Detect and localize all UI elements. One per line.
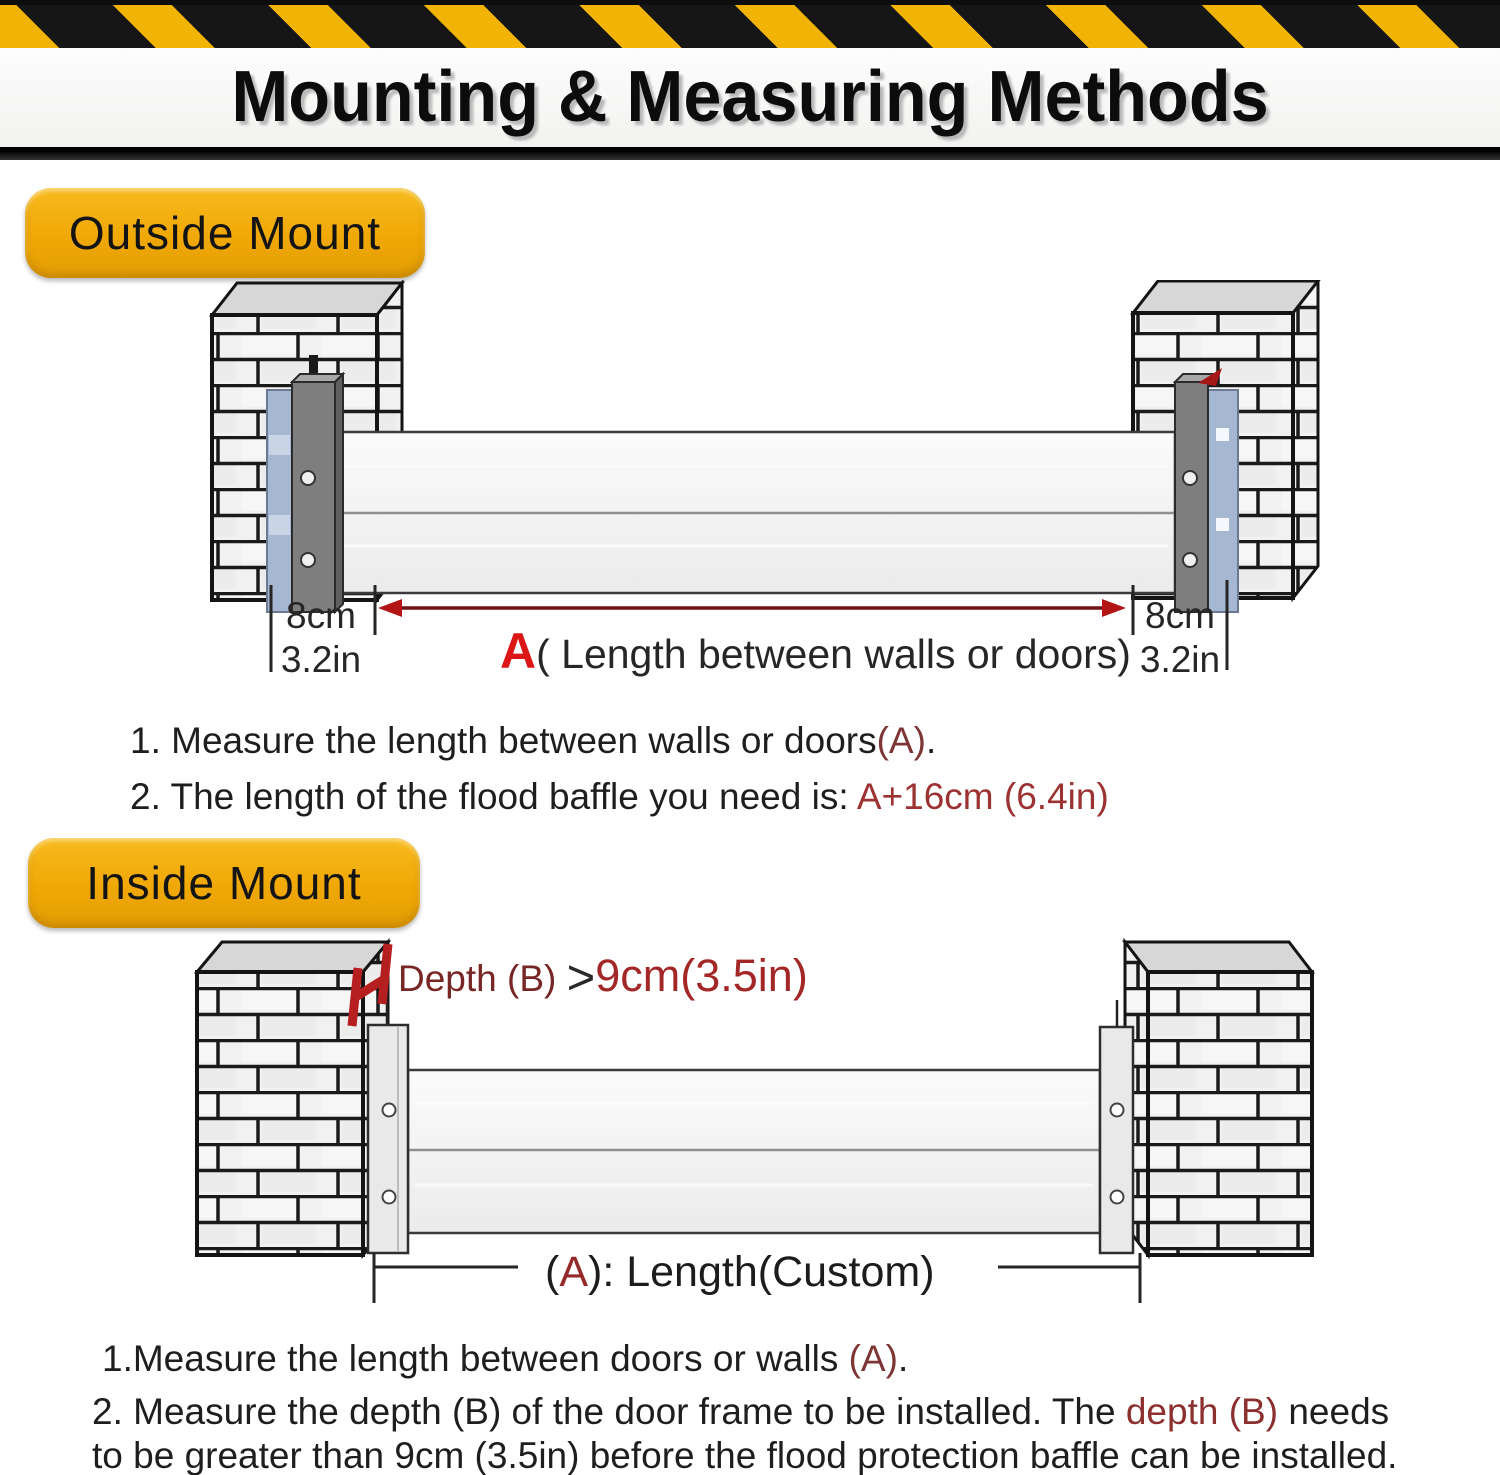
gasket-strip <box>1208 390 1238 612</box>
span-letter: A <box>559 1248 589 1296</box>
inside-right-pillar <box>1125 942 1312 1255</box>
inside-mount-badge-label: Inside Mount <box>86 857 362 909</box>
inside-mount-badge <box>28 838 420 928</box>
span-a-caption <box>500 622 1131 680</box>
inside-step-2: 2. Measure the depth (B) of the door frame to be installed. The depth (B) needs to be greater than 9cm (3.5in) before the flood protection baffle can be installed. <box>92 1391 1398 1475</box>
screw-hole <box>1111 1104 1124 1117</box>
outside-mount-badge-label: Outside Mount <box>68 207 382 259</box>
inside-flood-barrier-panel <box>408 1070 1100 1233</box>
page-title: Mounting & Measuring Methods <box>231 57 1269 137</box>
caution-stripe-banner <box>0 0 1500 48</box>
screw-hole <box>301 471 315 485</box>
outside-right-bracket <box>1175 368 1238 612</box>
screw-hole <box>1111 1191 1124 1204</box>
right-offset-in-label: 3.2in <box>1139 639 1221 680</box>
screw-hole <box>1183 471 1197 485</box>
gasket-strip <box>267 390 292 612</box>
header-divider-bar <box>0 147 1500 160</box>
outside-left-bracket <box>267 355 343 612</box>
left-offset-in-label: 3.2in <box>280 639 362 680</box>
depth-annotation <box>398 950 808 1006</box>
inside-right-bracket <box>1100 1000 1133 1253</box>
span-arrow <box>378 599 1126 617</box>
depth-label: Depth (B) <box>398 958 567 999</box>
inside-step-1: 1.Measure the length between doors or walls (A). <box>102 1338 909 1379</box>
screw-hole <box>383 1191 396 1204</box>
top-black-strip <box>0 0 1500 5</box>
left-offset-cm-label: 8cm <box>286 595 356 636</box>
span-a-letter: A <box>500 623 537 679</box>
outside-flood-barrier-panel <box>333 432 1175 593</box>
span-a-text: ( Length between walls or doors) <box>536 631 1131 677</box>
outside-mount-badge <box>25 188 425 278</box>
depth-value: 9cm(3.5in) <box>595 950 808 1001</box>
screw-hole <box>383 1104 396 1117</box>
right-offset-cm-label: 8cm <box>1145 595 1215 636</box>
inside-span-label: (A): Length(Custom) <box>545 1248 935 1296</box>
outside-step-2: 2. The length of the flood baffle you need is: A+16cm (6.4in) <box>130 776 1109 817</box>
greater-than-sign: > <box>566 951 596 1005</box>
screw-hole <box>301 553 315 567</box>
screw-hole <box>1183 553 1197 567</box>
outside-step-1: 1. Measure the length between walls or doors(A). <box>130 720 937 761</box>
